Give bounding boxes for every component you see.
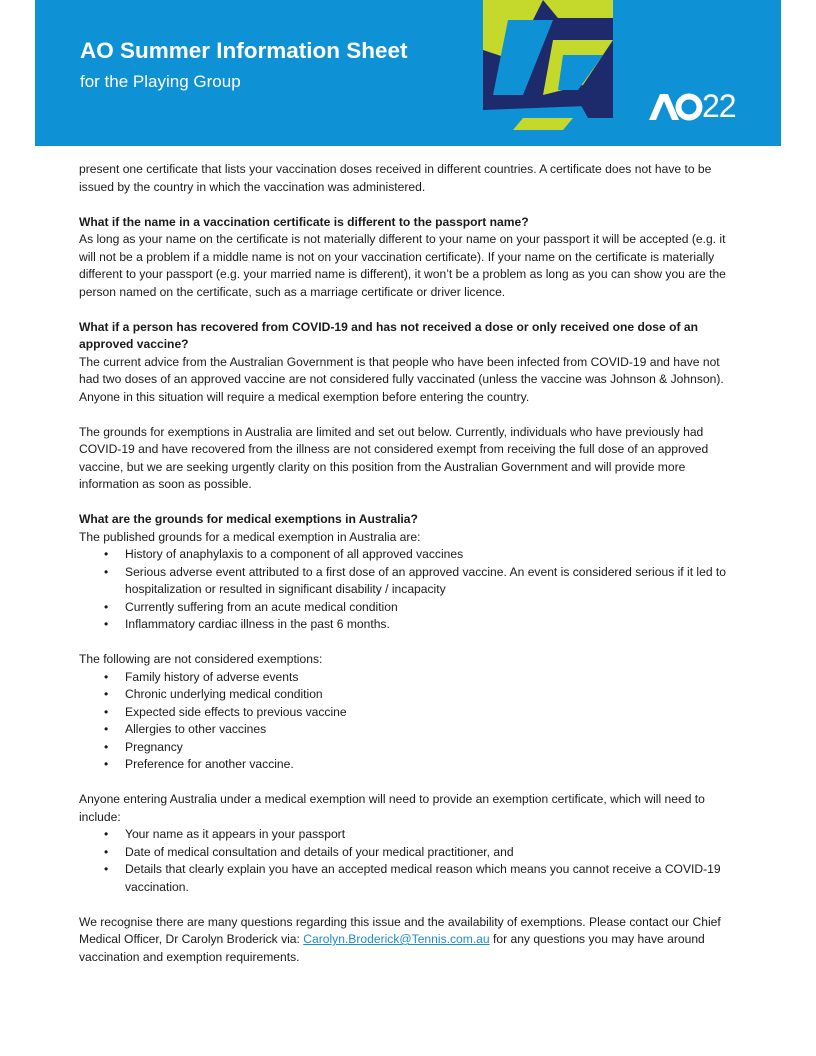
contact-email-link[interactable]: Carolyn.Broderick@Tennis.com.au <box>303 932 490 946</box>
list-item: • Allergies to other vaccines <box>104 722 267 736</box>
list-item: • Pregnancy <box>104 739 183 754</box>
exemptions-list <box>79 546 739 634</box>
list-item: • Details that clearly explain you have an accepted medical reason which means you cannot receive a COVID-19 vaccination. <box>104 862 721 894</box>
list-item: • Expected side effects to previous vaccine <box>104 704 347 719</box>
name-heading: What if the name in a vaccination certificate is different to the passport name? <box>79 214 529 229</box>
list-item: • Inflammatory cardiac illness in the past 6 months. <box>104 617 390 631</box>
logo-year: 22 <box>702 88 736 124</box>
certificate-list <box>79 826 739 896</box>
not-exemptions-list <box>79 669 739 774</box>
list-item: • Your name as it appears in your passport <box>104 827 346 841</box>
page-title: AO Summer Information Sheet <box>80 38 408 63</box>
intro-paragraph: present one certificate that lists your vaccination doses received in different countries. A certificate does not have to be issued by the country in which the vaccination was administered. <box>79 162 712 194</box>
not-exemptions-intro: The following are not considered exemptions: <box>79 652 323 666</box>
list-item: • Chronic underlying medical condition <box>104 687 323 701</box>
page-subtitle: for the Playing Group <box>80 72 241 91</box>
list-item: • Preference for another vaccine. <box>104 757 294 771</box>
name-paragraph: As long as your name on the certificate is not materially different to your name on your passport it will be accepted (e.g. it will not be a problem if a middle name is not on your vaccination certificate). If your name on the certificate is materially different to your passport (e.g. your married name is different), it won’t be a problem as long as you can show you are the person named on the certificate, such as a marriage certificate or driver licence. <box>79 232 726 299</box>
header-banner <box>35 0 781 146</box>
contact-paragraph: We recognise there are many questions regarding this issue and the availability of exemptions. Please contact our Chief Medical Officer, Dr Carolyn Broderick via: Carolyn.Broderick@Tennis.com.au for any questions you may have around vaccination and exemption requirements. <box>79 914 721 964</box>
list-item: • Currently suffering from an acute medical condition <box>104 599 398 614</box>
document-body <box>79 161 739 966</box>
grounds-paragraph: The grounds for exemptions in Australia are limited and set out below. Currently, individuals who have previously had COVID-19 and have recovered from the illness are not considered exempt from receiving the full dose of an approved vaccine, but we are seeking urgently clarity on this position from the Australian Government and will provide more information as soon as possible. <box>79 424 709 491</box>
list-item: • Serious adverse event attributed to a first dose of an approved vaccine. An event is considered serious if it led to hospitalization or resulted in significant disability / incapacity <box>104 564 727 596</box>
exemptions-intro: The published grounds for a medical exemption in Australia are: <box>79 529 421 544</box>
exemptions-heading: What are the grounds for medical exemptions in Australia? <box>79 512 418 526</box>
list-item: • Family history of adverse events <box>104 669 299 684</box>
decorative-graphic <box>483 0 613 146</box>
recovered-paragraph: The current advice from the Australian Government is that people who have been infected from COVID-19 and have not had two doses of an approved vaccine are not considered fully vaccinated (unless the vaccine was Johnson & Johnson). Anyone in this situation will require a medical exemption before entering the country. <box>79 354 724 404</box>
recovered-heading: What if a person has recovered from COVID-19 and has not received a dose or only received one dose of an approved vaccine? <box>79 319 698 351</box>
list-item: • Date of medical consultation and details of your medical practitioner, and <box>104 844 514 859</box>
certificate-intro: Anyone entering Australia under a medical exemption will need to provide an exemption certificate, which will need to include: <box>79 792 705 824</box>
list-item: • History of anaphylaxis to a component of all approved vaccines <box>104 547 464 561</box>
